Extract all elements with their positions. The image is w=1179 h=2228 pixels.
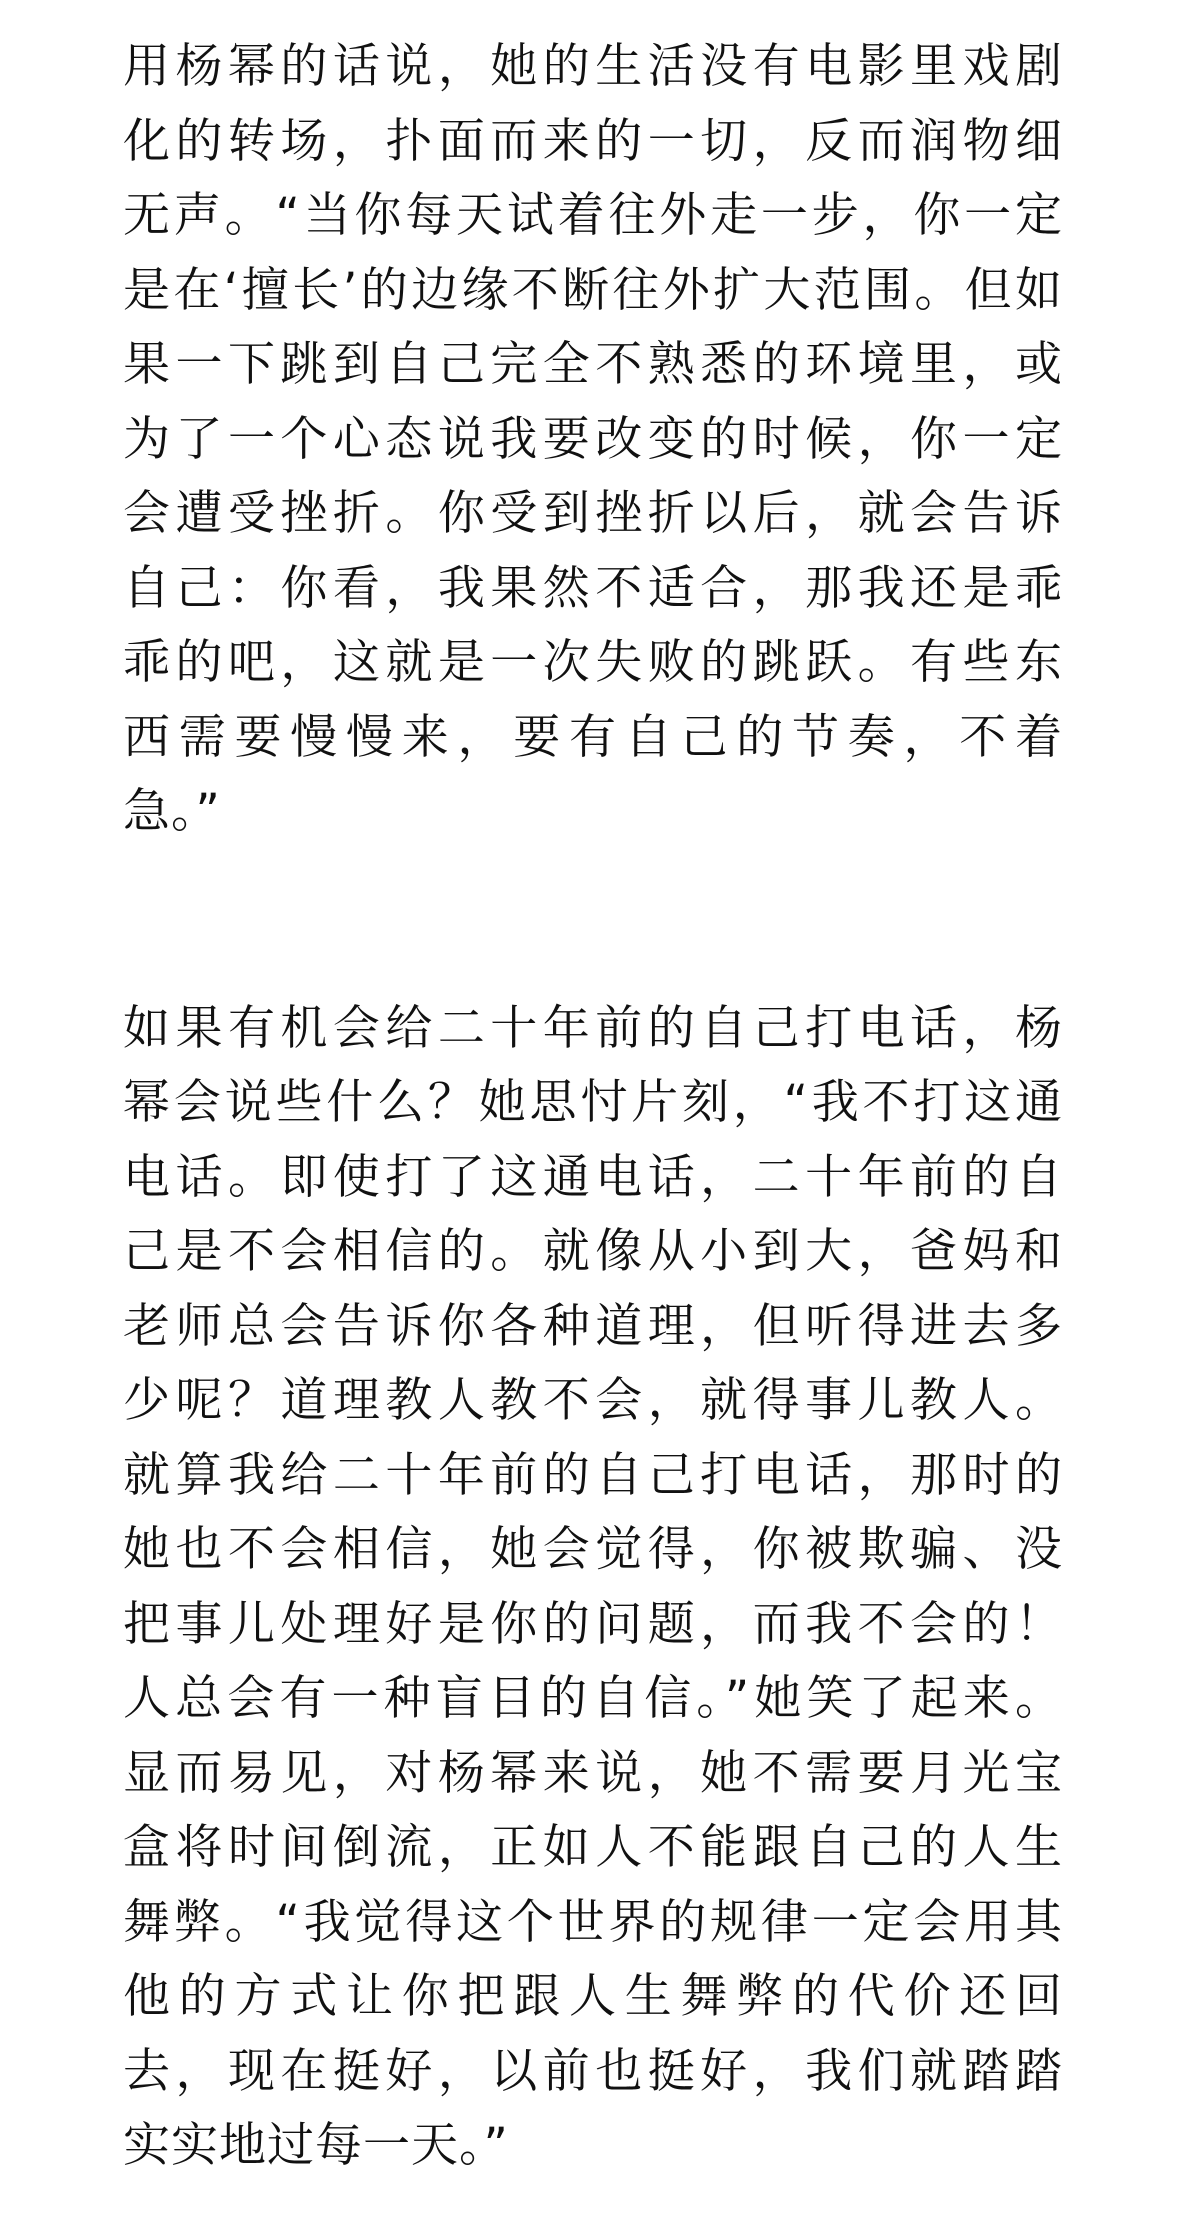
paragraph-2 [123, 992, 1063, 2184]
text-line: 舞弊。“我觉得这个世界的规律一定会用其 [123, 1894, 1063, 1950]
text-line: 化的转场，扑面而来的一切，反而润物细 [123, 113, 1063, 169]
text-line: 就算我给二十年前的自己打电话，那时的 [123, 1447, 1063, 1503]
text-line: 为了一个心态说我要改变的时候，你一定 [123, 411, 1063, 467]
text-line: 电话。即使打了这通电话，二十年前的自 [123, 1149, 1063, 1205]
text-line: 盒将时间倒流，正如人不能跟自己的人生 [123, 1820, 1063, 1875]
text-line: 西需要慢慢来，要有自己的节奏，不着 [123, 709, 1063, 765]
text-line: 她也不会相信，她会觉得，你被欺骗、没 [123, 1522, 1063, 1577]
text-line: 显而易见，对杨幂来说，她不需要月光宝 [123, 1745, 1063, 1801]
text-line: 是在‘擅长’的边缘不断往外扩大范围。但如 [123, 262, 1063, 318]
text-line: 用杨幂的话说，她的生活没有电影里戏剧 [123, 39, 1063, 94]
text-line: 乖的吧，这就是一次失败的跳跃。有些东 [123, 635, 1063, 690]
text-line: 如果有机会给二十年前的自己打电话，杨 [123, 1000, 1063, 1056]
article-body [123, 30, 1063, 2184]
text-line: 自己：你看，我果然不适合，那我还是乖 [123, 560, 1063, 616]
text-line: 幂会说些什么？她思忖片刻，“我不打这通 [123, 1075, 1063, 1130]
text-line: 去，现在挺好，以前也挺好，我们就踏踏 [123, 2043, 1063, 2099]
text-line: 少呢？道理教人教不会，就得事儿教人。 [123, 1373, 1063, 1428]
text-line: 实实地过每一天。” [123, 2118, 509, 2173]
text-line: 他的方式让你把跟人生舞弊的代价还回 [123, 1969, 1063, 2024]
text-line: 把事儿处理好是你的问题，而我不会的！ [123, 1596, 1063, 1652]
text-line: 会遭受挫折。你受到挫折以后，就会告诉 [123, 486, 1063, 541]
text-line: 急。” [123, 784, 221, 839]
text-line: 无声。“当你每天试着往外走一步，你一定 [123, 188, 1063, 243]
text-line: 老师总会告诉你各种道理，但听得进去多 [123, 1298, 1063, 1354]
paragraph-gap [123, 850, 1063, 992]
text-line: 己是不会相信的。就像从小到大，爸妈和 [123, 1224, 1063, 1279]
text-line: 人总会有一种盲目的自信。”她笑了起来。 [123, 1671, 1063, 1726]
paragraph-1 [123, 30, 1063, 850]
text-line: 果一下跳到自己完全不熟悉的环境里，或 [123, 337, 1063, 392]
